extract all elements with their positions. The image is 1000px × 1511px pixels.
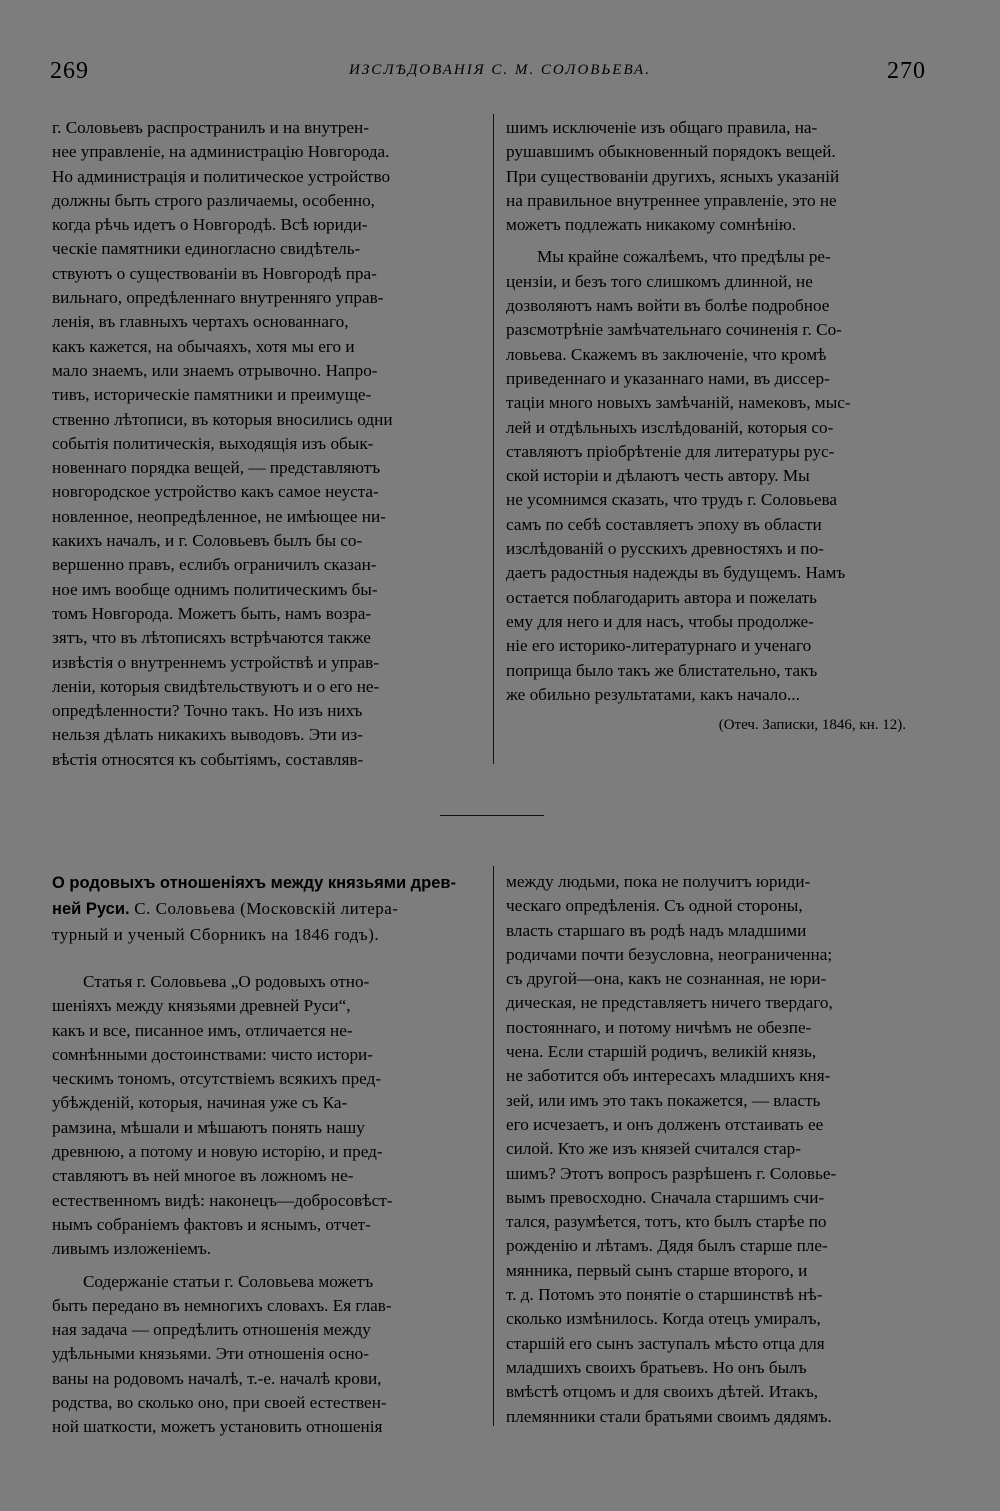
paragraph-lower-left-2: Содержаніе статьи г. Соловьева можетъ быть передано въ немногихъ словахъ. Ея глав- ная задача — опредѣлить отношенія между удѣльными князьями. Эти отношенія осно- ваны на родовомъ началѣ, т.-е. началѣ крови, родства, во сколько оно, при своей естествен- ной шаткости, можетъ установить отношенія <box>52 1271 392 1437</box>
column-lower-right <box>506 870 934 1429</box>
paragraph-upper-right-2: Мы крайне сожалѣемъ, что предѣлы ре- цензіи, и безъ того слишкомъ длинной, не дозволяютъ намъ войти въ болѣе подробное разсмотрѣніе замѣчательнаго сочиненія г. Со- ловьева. Скажемъ въ заключеніе, что кромѣ приведеннаго и указаннаго нами, въ диссер- таціи много новыхъ замѣчаній, намековъ, мыс- лей и отдѣльныхъ изслѣдованій, которыя со- ставляютъ пріобрѣтеніе для литературы рус- ской исторіи и дѣлаютъ честь автору. Мы не усомнимся сказать, что трудъ г. Соловьева самъ по себѣ составляетъ эпоху въ области изслѣдованій о русскихъ древностяхъ и по- даетъ радостныя надежды въ будущемъ. Намъ остается поблагодарить автора и пожелать ему для него и для насъ, чтобы продолже- ніе его историко-литературнаго и ученаго поприща было такъ же блистательно, такъ же обильно результатами, какъ начало... <box>506 247 851 704</box>
running-title: ИЗСЛѢДОВАНІЯ С. М. СОЛОВЬЕВА. <box>349 62 651 78</box>
paragraph-lower-right-1: между людьми, пока не получитъ юриди- ческаго опредѣленія. Съ одной стороны, власть старшаго въ родѣ надъ младшими родичами почти безусловна, неограниченна; съ другой—она, какъ не сознанная, не юри- дическая, не представляетъ ничего твердаго, постояннаго, и потому ничѣмъ не обезпе- чена. Если старшій родичъ, великій князь, не заботится объ интересахъ младшихъ кня- зей, или имъ это такъ покажется, — власть его исчезаетъ, и онъ долженъ отстаивать ее силой. Кто же изъ князей считался стар- шимъ? Этотъ вопросъ разрѣшенъ г. Соловье- вымъ превосходно. Сначала старшимъ счи- тался, разумѣется, тотъ, кто былъ старѣе по рожденію и лѣтамъ. Дядя былъ старше пле- мянника, первый сынъ старше второго, и т. д. Потомъ это понятіе о старшинствѣ нѣ- сколько измѣнилось. Когда отецъ умиралъ, старшій его сынъ заступалъ мѣсто отца для младшихъ своихъ братьевъ. Но онъ былъ вмѣстѣ отцомъ и для своихъ дѣтей. Итакъ, племянники стали братьями своимъ дядямъ. <box>506 872 837 1426</box>
paragraph-upper-left-1: г. Соловьевъ распространилъ и на внутрен- нее управленіе, на администрацію Новгорода. Но администрація и политическое устройство должны быть строго различаемы, особенно, когда рѣчь идетъ о Новгородѣ. Всѣ юриди- ческіе памятники единогласно свидѣтель- ствуютъ о существованіи въ Новгородѣ пра- вильнаго, опредѣленнаго внутренняго управ- ленія, въ главныхъ чертахъ основаннаго, какъ кажется, на обычаяхъ, хотя мы его и мало знаемъ, или знаемъ отрывочно. Напро- тивъ, историческіе памятники и преимуще- ственно лѣтописи, въ которыя вносились одни событія политическія, выходящія изъ обык- новеннаго порядка вещей, — представляютъ новгородское устройство какъ самое неуста- новленное, неопредѣленное, не имѣющее ни- какихъ началъ, и г. Соловьевъ былъ бы со- вершенно правъ, еслибъ ограничилъ сказан- ное имъ вообще однимъ политическимъ бы- томъ Новгорода. Можетъ быть, намъ возра- зятъ, что въ лѣтописяхъ встрѣчаются также извѣстія о внутреннемъ устройствѣ и управ- леніи, которыя свидѣтельствуютъ и о его не- опредѣленности? Точно такъ. Но изъ нихъ нельзя дѣлать никакихъ выводовъ. Эти из- вѣстія относятся къ событіямъ, составляв- <box>52 118 393 769</box>
paragraph-upper-right-1: шимъ исключеніе изъ общаго правила, на- рушавшимъ обыкновенный порядокъ вещей. При существованіи другихъ, ясныхъ указаній на правильное внутреннее управленіе, это не можетъ подлежать никакому сомнѣнію. <box>506 118 840 235</box>
page-number-right: 270 <box>887 58 926 84</box>
section-separator <box>440 815 544 816</box>
column-divider-upper <box>493 114 494 764</box>
column-upper-left <box>52 116 480 772</box>
article-byline: С. Соловьева (Московскій литера- турный и ученый Сборникъ на 1846 годъ). <box>52 899 399 944</box>
paragraph-lower-left-1: Статья г. Соловьева „О родовыхъ отно- шеніяхъ между князьями древней Руси“, какъ и все, писанное имъ, отличается не- сомнѣнными достоинствами: чисто истори- ческимъ тономъ, отсутствіемъ всякихъ пред- убѣжденій, которыя, начиная уже съ Ка- рамзина, мѣшали и мѣшаютъ понять нашу древнюю, а потому и новую исторію, и пред- ставляютъ въ ней многое въ ложномъ не- естественномъ видѣ: наконецъ—добросовѣст- нымъ собраніемъ фактовъ и яснымъ, отчет- ливымъ изложеніемъ. <box>52 972 393 1259</box>
column-lower-left <box>52 870 484 1440</box>
page-number-left: 269 <box>50 58 89 84</box>
article-heading <box>52 870 484 948</box>
article-title: О родовыхъ отношеніяхъ между князьями древ- ней Руси. <box>52 874 457 918</box>
column-upper-right <box>506 116 928 737</box>
column-divider-lower <box>493 866 494 1426</box>
source-citation: (Отеч. Записки, 1846, кн. 12). <box>718 717 906 734</box>
